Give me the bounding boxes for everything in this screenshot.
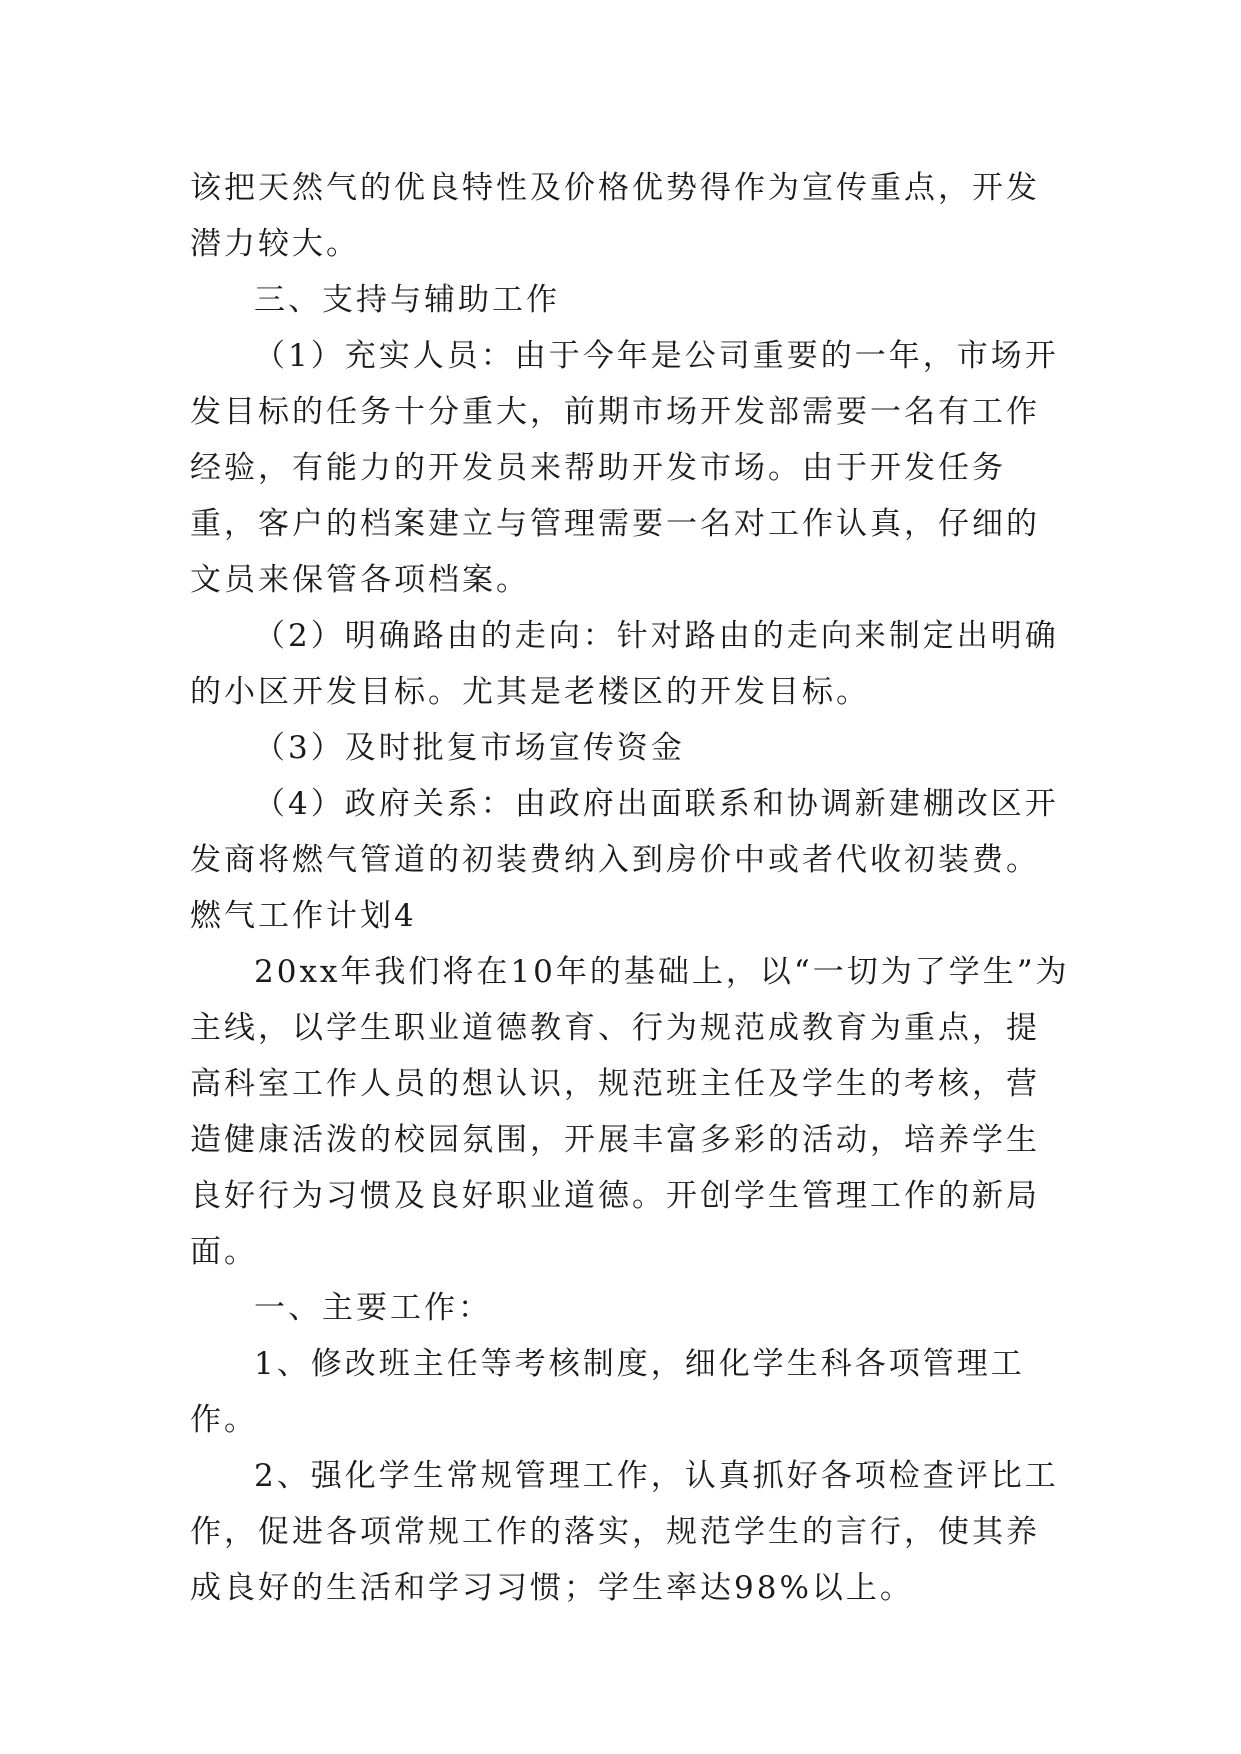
section-heading-main-work: 一、主要工作： (254, 1290, 492, 1326)
document-body (190, 160, 1070, 1616)
paragraph-staffing: （1）充实人员：由于今年是公司重要的一年，市场开发目标的任务十分重大，前期市场开发部需要一名有工作经验，有能力的开发员来帮助开发市场。由于开发任务重，客户的档案建立与管理需要一名对工作认真，仔细的文员来保管各项档案。 (190, 338, 1059, 598)
paragraph-government-relations: （4）政府关系：由政府出面联系和协调新建棚改区开发商将燃气管道的初装费纳入到房价中或者代收初装费。 (190, 786, 1059, 878)
paragraph-routing: （2）明确路由的走向：针对路由的走向来制定出明确的小区开发目标。尤其是老楼区的开发目标。 (190, 618, 1059, 710)
document-section-title: 燃气工作计划4 (190, 898, 417, 934)
paragraph-intro-continuation: 该把天然气的优良特性及价格优势得作为宣传重点，开发潜力较大。 (190, 170, 1040, 262)
list-item-2: 2、强化学生常规管理工作，认真抓好各项检查评比工作，促进各项常规工作的落实，规范学生的言行，使其养成良好的生活和学习习惯；学生率达98%以上。 (190, 1458, 1059, 1606)
paragraph-overview: 20xx年我们将在10年的基础上，以“一切为了学生”为主线，以学生职业道德教育、行为规范成教育为重点，提高科室工作人员的想认识，规范班主任及学生的考核，营造健康活泼的校园氛围，开展丰富多彩的活动，培养学生良好行为习惯及良好职业道德。开创学生管理工作的新局面。 (190, 954, 1070, 1270)
section-heading-support-work: 三、支持与辅助工作 (254, 282, 560, 318)
paragraph-funding: （3）及时批复市场宣传资金 (254, 730, 685, 766)
list-item-1: 1、修改班主任等考核制度，细化学生科各项管理工作。 (190, 1346, 1025, 1438)
